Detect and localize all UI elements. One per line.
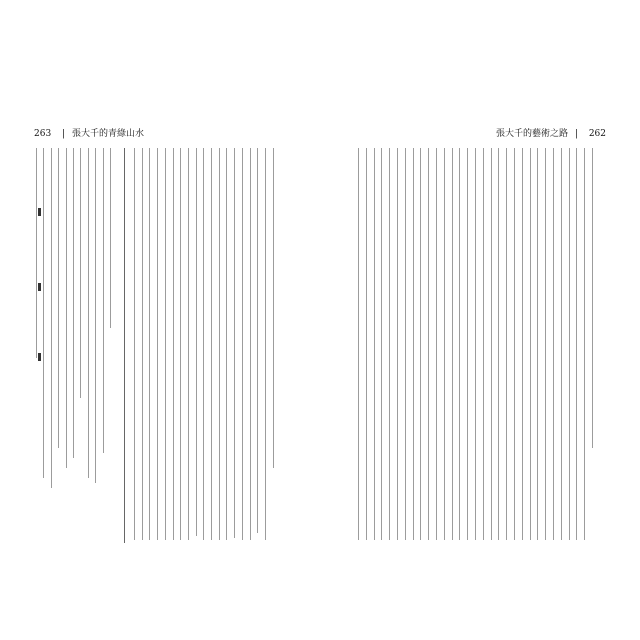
left-main-column-7 <box>180 148 181 540</box>
right-main-column-28 <box>569 148 570 540</box>
right-main-column-5 <box>389 148 390 540</box>
right-content-area <box>356 148 606 543</box>
right-main-column-14 <box>459 148 460 540</box>
left-main-column-13 <box>226 148 227 540</box>
right-page <box>356 112 606 557</box>
left-footnote-column-5 <box>66 148 67 468</box>
left-main-column-18 <box>265 148 266 540</box>
left-main-column-10 <box>203 148 204 540</box>
right-page-number: 262 <box>588 129 606 139</box>
left-main-column-17 <box>257 148 258 533</box>
left-main-column-11 <box>211 148 212 540</box>
right-main-column-20 <box>506 148 507 540</box>
right-header <box>496 128 606 140</box>
right-main-column-19 <box>498 148 499 540</box>
left-main-column-12 <box>219 148 220 540</box>
left-main-column-16 <box>250 148 251 540</box>
left-footnote-column-2 <box>43 148 44 478</box>
right-main-column-18 <box>491 148 492 540</box>
right-main-column-23 <box>530 148 531 540</box>
left-page-number: 263 <box>34 129 52 139</box>
right-main-column-7 <box>405 148 406 540</box>
left-page <box>34 112 284 557</box>
left-footnote-column-8 <box>88 148 89 478</box>
left-footnote-column-1 <box>36 148 37 358</box>
left-footnotes-area <box>34 148 120 543</box>
right-main-column-4 <box>381 148 382 540</box>
right-main-column-25 <box>545 148 546 540</box>
footnote-marker-3 <box>38 353 41 361</box>
left-main-column-5 <box>165 148 166 540</box>
right-main-column-16 <box>475 148 476 540</box>
left-footnote-column-9 <box>95 148 96 483</box>
left-content-area <box>34 148 284 543</box>
left-main-column-4 <box>157 148 158 540</box>
right-main-column-30 <box>584 148 585 540</box>
right-main-column-17 <box>483 148 484 540</box>
right-main-column-10 <box>428 148 429 540</box>
left-main-column-15 <box>242 148 243 540</box>
left-footnote-column-10 <box>103 148 104 453</box>
right-main-column-27 <box>561 148 562 540</box>
right-main-column-2 <box>366 148 367 540</box>
right-main-column-13 <box>452 148 453 540</box>
left-main-column-14 <box>234 148 235 538</box>
right-main-column-12 <box>444 148 445 540</box>
left-main-column-9 <box>196 148 197 536</box>
left-main-column-8 <box>188 148 189 540</box>
left-footnote-column-4 <box>58 148 59 448</box>
right-header-separator: | <box>574 129 578 139</box>
left-main-column-3 <box>149 148 150 540</box>
right-main-text-area <box>356 148 606 543</box>
right-main-column-31 <box>592 148 593 448</box>
right-main-column-15 <box>467 148 468 540</box>
left-main-text-area <box>132 148 284 543</box>
left-running-title: 張大千的青綠山水 <box>71 129 144 139</box>
right-main-column-22 <box>522 148 523 540</box>
footnote-marker-2 <box>38 283 41 291</box>
left-header-separator: | <box>62 129 66 139</box>
footnote-divider <box>124 148 125 543</box>
left-footnote-column-6 <box>73 148 74 458</box>
left-header <box>34 128 144 140</box>
right-main-column-21 <box>514 148 515 540</box>
left-footnote-column-11 <box>110 148 111 328</box>
left-footnote-column-3 <box>51 148 52 488</box>
right-main-column-6 <box>397 148 398 540</box>
right-main-column-3 <box>374 148 375 540</box>
right-main-column-1 <box>358 148 359 540</box>
left-main-column-6 <box>173 148 174 540</box>
left-footnote-column-7 <box>80 148 81 398</box>
right-main-column-11 <box>436 148 437 540</box>
right-running-title: 張大千的藝術之路 <box>496 129 569 139</box>
right-main-column-24 <box>537 148 538 540</box>
footnote-marker-1 <box>38 208 41 216</box>
right-main-column-29 <box>576 148 577 540</box>
right-main-column-9 <box>420 148 421 540</box>
left-main-column-2 <box>142 148 143 540</box>
left-main-column-19 <box>273 148 274 468</box>
left-main-column-1 <box>134 148 135 540</box>
right-main-column-8 <box>413 148 414 540</box>
right-main-column-26 <box>553 148 554 540</box>
